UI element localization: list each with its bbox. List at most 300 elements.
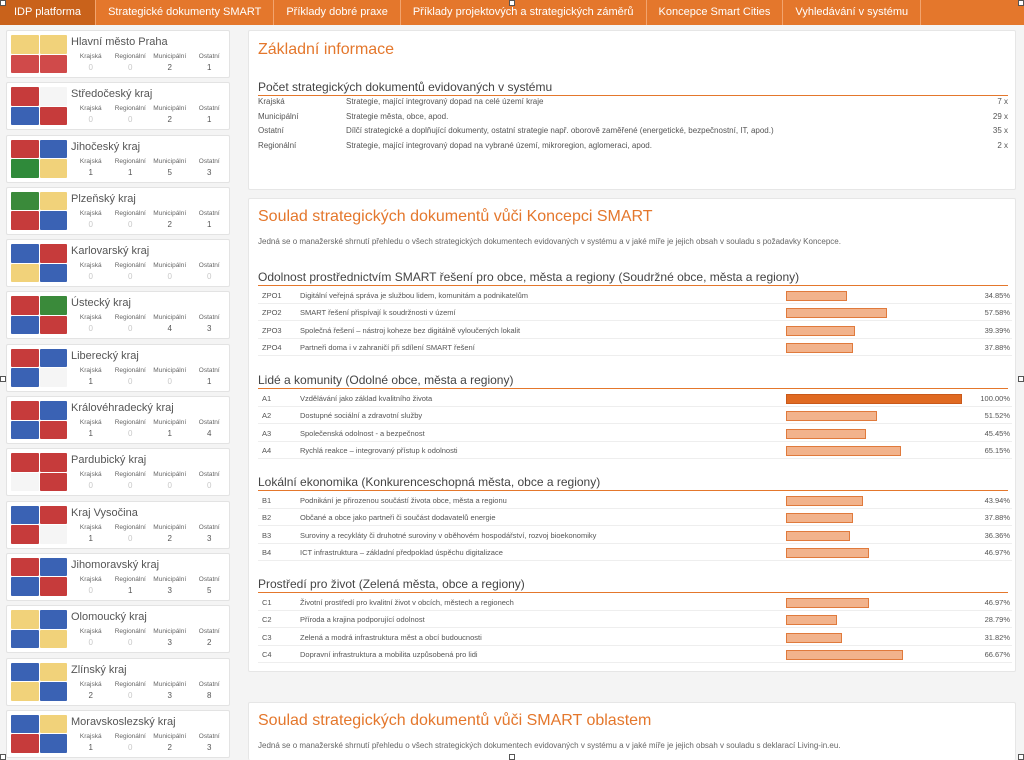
- strategy-code: A1: [262, 394, 272, 403]
- category-label: Regionální: [114, 262, 146, 270]
- flag-quarter: [40, 421, 68, 440]
- category-count: 0: [128, 481, 133, 491]
- flag-quarter: [40, 473, 68, 492]
- region-name: Pardubický kraj: [71, 454, 147, 467]
- region-card[interactable]: [6, 448, 230, 496]
- category-count: 0: [128, 63, 133, 72]
- nav-koncepce-smart-cities[interactable]: Koncepce Smart Cities: [647, 0, 784, 25]
- category-count: 1: [88, 376, 93, 386]
- flag-quarter: [40, 107, 68, 126]
- category-label: Ostatní: [198, 419, 220, 427]
- flag-quarter: [40, 211, 68, 230]
- category-label: Ostatní: [198, 366, 220, 374]
- category-count: 0: [128, 219, 133, 229]
- flag-quarter: [11, 211, 39, 230]
- category-label: Ostatní: [198, 575, 220, 583]
- category-count: 0: [128, 324, 133, 334]
- nav-idp-platforma[interactable]: IDP platforma: [0, 0, 96, 25]
- region-name: Liberecký kraj: [71, 349, 139, 362]
- region-flag-icon: [11, 558, 67, 596]
- flag-quarter: [11, 453, 39, 472]
- progress-bar: [786, 615, 962, 625]
- region-name: Středočeský kraj: [71, 88, 153, 101]
- strategy-code: C2: [262, 615, 272, 625]
- region-category-counts: [71, 220, 229, 229]
- flag-quarter: [11, 715, 39, 734]
- category-count: 1: [88, 533, 93, 543]
- flag-quarter: [40, 734, 68, 753]
- strategy-code: A4: [262, 445, 272, 455]
- flag-quarter: [40, 35, 68, 54]
- document-type-description: Dílčí strategické a doplňující dokumenty, ostatní strategie např. oborově zaměřené (energetické, bezpečnostní, IT, apod.): [346, 126, 774, 135]
- category-label: Municipální: [153, 471, 187, 479]
- category-label: Ostatní: [198, 53, 220, 60]
- nav-strategicke-dokumenty[interactable]: Strategické dokumenty SMART: [96, 0, 274, 25]
- category-count: 1: [207, 115, 212, 125]
- category-label: Municipální: [153, 575, 187, 583]
- region-category-labels: [71, 576, 229, 583]
- progress-bar-fill: [786, 615, 837, 625]
- flag-quarter: [11, 264, 39, 283]
- progress-bar: [786, 633, 962, 643]
- category-count: 0: [207, 272, 212, 282]
- flag-quarter: [40, 140, 68, 159]
- flag-quarter: [11, 159, 39, 178]
- strategy-row: [258, 341, 1012, 356]
- nav-vyhledavani[interactable]: Vyhledávání v systému: [783, 0, 921, 25]
- strategy-row: [258, 613, 1012, 628]
- category-count: 0: [88, 585, 93, 595]
- document-type-description: Strategie, mající integrovaný dopad na vybrané území, mikroregion, aglomeraci, apod.: [346, 140, 652, 150]
- region-category-counts: [71, 429, 229, 438]
- flag-quarter: [11, 244, 39, 263]
- flag-quarter: [40, 159, 68, 178]
- resize-handle-bottom-center[interactable]: [509, 754, 515, 760]
- category-label: Ostatní: [198, 732, 220, 740]
- flag-quarter: [11, 55, 39, 74]
- basic-info-title: Základní informace: [258, 41, 395, 58]
- region-card[interactable]: [6, 239, 230, 287]
- region-category-labels: [71, 262, 229, 269]
- basic-info-card: [248, 30, 1016, 190]
- category-count: 2: [167, 63, 172, 72]
- strategy-percentage: 66.67%: [984, 649, 1010, 659]
- progress-bar-fill: [786, 650, 903, 660]
- strategy-code: C3: [262, 632, 272, 642]
- progress-bar-fill: [786, 496, 863, 506]
- section-heading: Prostředí pro život (Zelená města, obce a regiony): [258, 577, 1008, 593]
- region-category-counts: [71, 638, 229, 647]
- strategy-percentage: 28.79%: [984, 615, 1010, 625]
- category-label: Regionální: [114, 209, 146, 217]
- category-label: Krajská: [79, 366, 102, 374]
- flag-quarter: [11, 316, 39, 335]
- nav-priklady-dobre-praxe[interactable]: Příklady dobré praxe: [274, 0, 401, 25]
- document-count-heading: Počet strategických dokumentů evidovaných v systému: [258, 80, 1008, 96]
- region-card[interactable]: [6, 553, 230, 601]
- strategy-label: SMART řešení přispívají k soudržnosti v území: [300, 308, 456, 318]
- resize-handle-top-center[interactable]: [509, 0, 515, 6]
- region-card[interactable]: [6, 187, 230, 235]
- region-name: Moravskoslezský kraj: [71, 715, 176, 728]
- category-count: 4: [167, 324, 172, 334]
- progress-bar: [786, 308, 962, 318]
- flag-quarter: [40, 401, 68, 420]
- category-count: 1: [207, 376, 212, 386]
- region-category-labels: [71, 367, 229, 374]
- region-category-counts: [71, 63, 229, 72]
- category-count: 0: [128, 690, 133, 700]
- category-label: Krajská: [79, 732, 102, 740]
- flag-quarter: [11, 421, 39, 440]
- progress-bar-fill: [786, 308, 887, 318]
- region-flag-icon: [11, 349, 67, 387]
- region-category-counts: [71, 168, 229, 177]
- strategy-row: [258, 494, 1012, 509]
- category-count: 3: [167, 690, 172, 700]
- region-card[interactable]: [6, 82, 230, 130]
- strategy-code: A2: [262, 411, 272, 421]
- category-count: 0: [88, 219, 93, 229]
- resize-handle-top-right[interactable]: [1018, 0, 1024, 6]
- progress-bar: [786, 548, 962, 558]
- resize-handle-left[interactable]: [0, 376, 6, 382]
- region-name: Jihočeský kraj: [71, 140, 141, 153]
- strategy-row: [258, 511, 1012, 526]
- flag-quarter: [11, 296, 39, 315]
- region-card[interactable]: [6, 710, 230, 758]
- flag-quarter: [11, 87, 39, 106]
- document-type-row: [258, 97, 1008, 111]
- progress-bar-fill: [786, 429, 866, 439]
- document-type: Krajská: [258, 97, 285, 106]
- category-label: Regionální: [114, 732, 146, 740]
- strategy-percentage: 34.85%: [984, 291, 1010, 300]
- category-label: Regionální: [114, 680, 146, 688]
- region-flag-icon: [11, 663, 67, 701]
- smart-concept-title: Soulad strategických dokumentů vůči Koncepci SMART: [258, 208, 653, 225]
- flag-quarter: [40, 264, 68, 283]
- document-count: 29 x: [992, 111, 1008, 121]
- region-flag-icon: [11, 453, 67, 491]
- category-count: 0: [128, 272, 133, 282]
- category-count: 1: [167, 429, 172, 439]
- strategy-row: [258, 427, 1012, 442]
- region-category-labels: [71, 210, 229, 217]
- region-flag-icon: [11, 35, 67, 73]
- strategy-row: [258, 289, 1012, 304]
- region-card[interactable]: [6, 658, 230, 706]
- flag-quarter: [11, 525, 39, 544]
- document-type-row: [258, 112, 1008, 126]
- flag-quarter: [40, 630, 68, 649]
- strategy-row: [258, 546, 1012, 561]
- category-count: 1: [128, 585, 133, 595]
- category-count: 1: [207, 219, 212, 229]
- category-label: Regionální: [114, 471, 146, 479]
- category-count: 2: [167, 115, 172, 125]
- region-card[interactable]: [6, 344, 230, 392]
- region-sidebar: [6, 30, 230, 760]
- flag-quarter: [40, 525, 68, 544]
- region-category-counts: [71, 586, 229, 595]
- region-category-labels: [71, 681, 229, 688]
- category-label: Ostatní: [198, 105, 220, 113]
- category-count: 0: [88, 638, 93, 648]
- strategy-row: [258, 409, 1012, 424]
- category-label: Ostatní: [198, 680, 220, 688]
- region-name: Královéhradecký kraj: [71, 402, 174, 415]
- category-label: Regionální: [114, 314, 146, 322]
- category-count: 1: [128, 167, 133, 177]
- region-category-counts: [71, 377, 229, 386]
- flag-quarter: [11, 734, 39, 753]
- strategy-label: Životní prostředí pro kvalitní život v obcích, městech a regionech: [300, 598, 514, 607]
- document-count: 35 x: [992, 126, 1008, 135]
- category-count: 0: [88, 324, 93, 334]
- flag-quarter: [40, 663, 68, 682]
- strategy-label: Vzdělávání jako základ kvalitního života: [300, 394, 433, 403]
- category-count: 0: [88, 115, 93, 125]
- strategy-code: ZPO1: [262, 291, 282, 300]
- progress-bar-fill: [786, 446, 901, 456]
- category-label: Regionální: [114, 366, 146, 374]
- category-count: 2: [167, 533, 172, 543]
- strategy-row: [258, 596, 1012, 611]
- strategy-label: ICT infrastruktura – základní předpoklad úspěchu digitalizace: [300, 547, 503, 557]
- flag-quarter: [40, 715, 68, 734]
- region-flag-icon: [11, 140, 67, 178]
- category-label: Regionální: [114, 628, 146, 636]
- flag-quarter: [40, 244, 68, 263]
- strategy-percentage: 46.97%: [984, 547, 1010, 557]
- region-name: Plzeňský kraj: [71, 192, 136, 205]
- category-count: 0: [128, 533, 133, 543]
- category-label: Municipální: [153, 262, 187, 270]
- category-count: 8: [207, 690, 212, 700]
- strategy-label: Dopravní infrastruktura a mobilita uzpůsobená pro lidi: [300, 649, 478, 659]
- flag-quarter: [11, 192, 39, 211]
- region-category-labels: [71, 628, 229, 635]
- strategy-label: Podnikání je přirozenou součástí života obce, města a regionu: [300, 496, 507, 505]
- strategy-code: C1: [262, 598, 272, 607]
- document-type-row: [258, 126, 1008, 140]
- region-card[interactable]: [6, 501, 230, 549]
- strategy-percentage: 45.45%: [984, 428, 1010, 438]
- strategy-percentage: 43.94%: [984, 496, 1010, 505]
- category-label: Municipální: [153, 314, 187, 322]
- category-count: 0: [128, 376, 133, 386]
- region-flag-icon: [11, 506, 67, 544]
- category-label: Krajská: [79, 419, 102, 427]
- category-count: 1: [88, 742, 93, 752]
- resize-handle-bottom-right[interactable]: [1018, 754, 1024, 760]
- region-name: Karlovarský kraj: [71, 245, 150, 258]
- category-label: Municipální: [153, 209, 187, 217]
- region-category-counts: [71, 324, 229, 333]
- resize-handle-top-left[interactable]: [0, 0, 6, 6]
- strategy-label: Digitální veřejná správa je službou lidem, komunitám a podnikatelům: [300, 291, 529, 300]
- category-label: Regionální: [114, 523, 146, 531]
- category-label: Krajská: [79, 471, 102, 479]
- strategy-code: B2: [262, 513, 272, 523]
- strategy-code: ZPO3: [262, 325, 282, 335]
- progress-bar: [786, 446, 962, 456]
- region-flag-icon: [11, 192, 67, 230]
- flag-quarter: [40, 349, 68, 368]
- progress-bar: [786, 394, 962, 404]
- category-label: Ostatní: [198, 314, 220, 322]
- progress-bar-fill: [786, 394, 962, 404]
- flag-quarter: [40, 682, 68, 701]
- category-count: 3: [167, 585, 172, 595]
- category-count: 0: [167, 272, 172, 282]
- progress-bar-fill: [786, 531, 850, 541]
- strategy-code: A3: [262, 428, 272, 438]
- progress-bar: [786, 496, 962, 506]
- category-count: 0: [128, 742, 133, 752]
- category-label: Municipální: [153, 523, 187, 531]
- progress-bar-fill: [786, 411, 877, 421]
- flag-quarter: [11, 473, 39, 492]
- flag-quarter: [40, 368, 68, 387]
- progress-bar: [786, 598, 962, 608]
- region-flag-icon: [11, 296, 67, 334]
- region-category-labels: [71, 105, 229, 112]
- flag-quarter: [40, 316, 68, 335]
- flag-quarter: [11, 107, 39, 126]
- flag-quarter: [11, 577, 39, 596]
- category-count: 2: [88, 690, 93, 700]
- category-label: Ostatní: [198, 209, 220, 217]
- category-count: 3: [207, 324, 212, 334]
- resize-handle-right[interactable]: [1018, 376, 1024, 382]
- document-count: 2 x: [997, 140, 1008, 150]
- strategy-row: [258, 392, 1012, 407]
- region-name: Jihomoravský kraj: [71, 558, 160, 571]
- category-label: Krajská: [79, 157, 102, 165]
- flag-quarter: [11, 368, 39, 387]
- flag-quarter: [40, 558, 68, 577]
- region-category-labels: [71, 419, 229, 426]
- progress-bar-fill: [786, 548, 869, 558]
- category-count: 1: [88, 429, 93, 439]
- resize-handle-bottom-left[interactable]: [0, 754, 6, 760]
- document-type-row: [258, 141, 1008, 155]
- region-name: Olomoucký kraj: [71, 611, 147, 624]
- flag-quarter: [11, 663, 39, 682]
- flag-quarter: [40, 610, 68, 629]
- category-count: 0: [88, 481, 93, 491]
- region-category-labels: [71, 733, 229, 740]
- region-category-counts: [71, 691, 229, 700]
- flag-quarter: [40, 192, 68, 211]
- category-label: Ostatní: [198, 628, 220, 636]
- flag-quarter: [40, 87, 68, 106]
- category-count: 3: [207, 742, 212, 752]
- strategy-percentage: 39.39%: [984, 325, 1010, 335]
- strategy-percentage: 51.52%: [984, 411, 1010, 421]
- category-label: Municipální: [153, 628, 187, 636]
- region-card[interactable]: [6, 605, 230, 653]
- strategy-label: Dostupné sociální a zdravotní služby: [300, 411, 423, 421]
- strategy-label: Společenská odolnost - a bezpečnost: [300, 428, 425, 438]
- category-label: Regionální: [114, 105, 146, 113]
- smart-areas-card: [248, 702, 1016, 760]
- strategy-label: Suroviny a recykláty či druhotné suroviny v oběhovém hospodářství, rozvoj bioekonomiky: [300, 530, 597, 540]
- category-count: 0: [128, 115, 133, 125]
- flag-quarter: [11, 35, 39, 54]
- strategy-label: Rychlá reakce – integrovaný přístup k odolnosti: [300, 445, 458, 455]
- progress-bar-fill: [786, 598, 869, 608]
- region-flag-icon: [11, 244, 67, 282]
- progress-bar-fill: [786, 633, 842, 643]
- region-name: Ústecký kraj: [71, 297, 131, 310]
- smart-areas-title: Soulad strategických dokumentů vůči SMART oblastem: [258, 712, 652, 729]
- category-label: Krajská: [79, 105, 102, 113]
- nav-priklady-projektovych-zameru[interactable]: Příklady projektových a strategických záměrů: [401, 0, 647, 25]
- region-category-labels: [71, 471, 229, 478]
- region-flag-icon: [11, 401, 67, 439]
- category-label: Municipální: [153, 366, 187, 374]
- category-label: Municipální: [153, 105, 187, 113]
- smart-areas-description: Jedná se o manažerské shrnutí přehledu o všech strategických dokumentech evidovaných v systému a v jaké míře je jejich obsah v souladu s deklarací Living-in.eu.: [258, 741, 841, 750]
- strategy-code: B4: [262, 547, 272, 557]
- strategy-row: [258, 529, 1012, 544]
- region-flag-icon: [11, 87, 67, 125]
- category-label: Regionální: [114, 575, 146, 583]
- category-count: 3: [167, 638, 172, 648]
- flag-quarter: [11, 506, 39, 525]
- flag-quarter: [11, 682, 39, 701]
- category-count: 4: [207, 429, 212, 439]
- category-count: 0: [128, 638, 133, 648]
- strategy-code: ZPO4: [262, 342, 282, 352]
- strategy-percentage: 57.58%: [984, 308, 1010, 318]
- flag-quarter: [11, 140, 39, 159]
- section-heading: Odolnost prostřednictvím SMART řešení pro obce, města a regiony (Soudržné obce, města a regiony): [258, 270, 1008, 286]
- category-label: Ostatní: [198, 523, 220, 531]
- flag-quarter: [40, 577, 68, 596]
- region-category-counts: [71, 272, 229, 281]
- flag-quarter: [11, 610, 39, 629]
- document-type: Regionální: [258, 140, 297, 150]
- region-category-counts: [71, 481, 229, 490]
- region-category-counts: [71, 743, 229, 752]
- category-count: 0: [167, 481, 172, 491]
- category-count: 2: [167, 219, 172, 229]
- category-label: Krajská: [79, 314, 102, 322]
- region-name: Zlínský kraj: [71, 663, 127, 676]
- strategy-percentage: 100.00%: [980, 394, 1010, 403]
- region-card[interactable]: [6, 135, 230, 183]
- strategy-label: Společná řešení – nástroj koheze bez digitálně vyloučených lokalit: [300, 325, 521, 335]
- region-card[interactable]: [6, 291, 230, 339]
- region-card[interactable]: [6, 396, 230, 444]
- region-flag-icon: [11, 610, 67, 648]
- category-label: Ostatní: [198, 471, 220, 479]
- flag-quarter: [11, 558, 39, 577]
- smart-concept-card: [248, 198, 1016, 672]
- region-card[interactable]: [6, 30, 230, 78]
- strategy-percentage: 31.82%: [984, 632, 1010, 642]
- category-count: 2: [207, 638, 212, 648]
- region-category-labels: [71, 53, 229, 60]
- document-type-description: Strategie města, obce, apod.: [346, 111, 449, 121]
- region-category-counts: [71, 115, 229, 124]
- strategy-percentage: 37.88%: [984, 513, 1010, 523]
- category-label: Krajská: [79, 628, 102, 636]
